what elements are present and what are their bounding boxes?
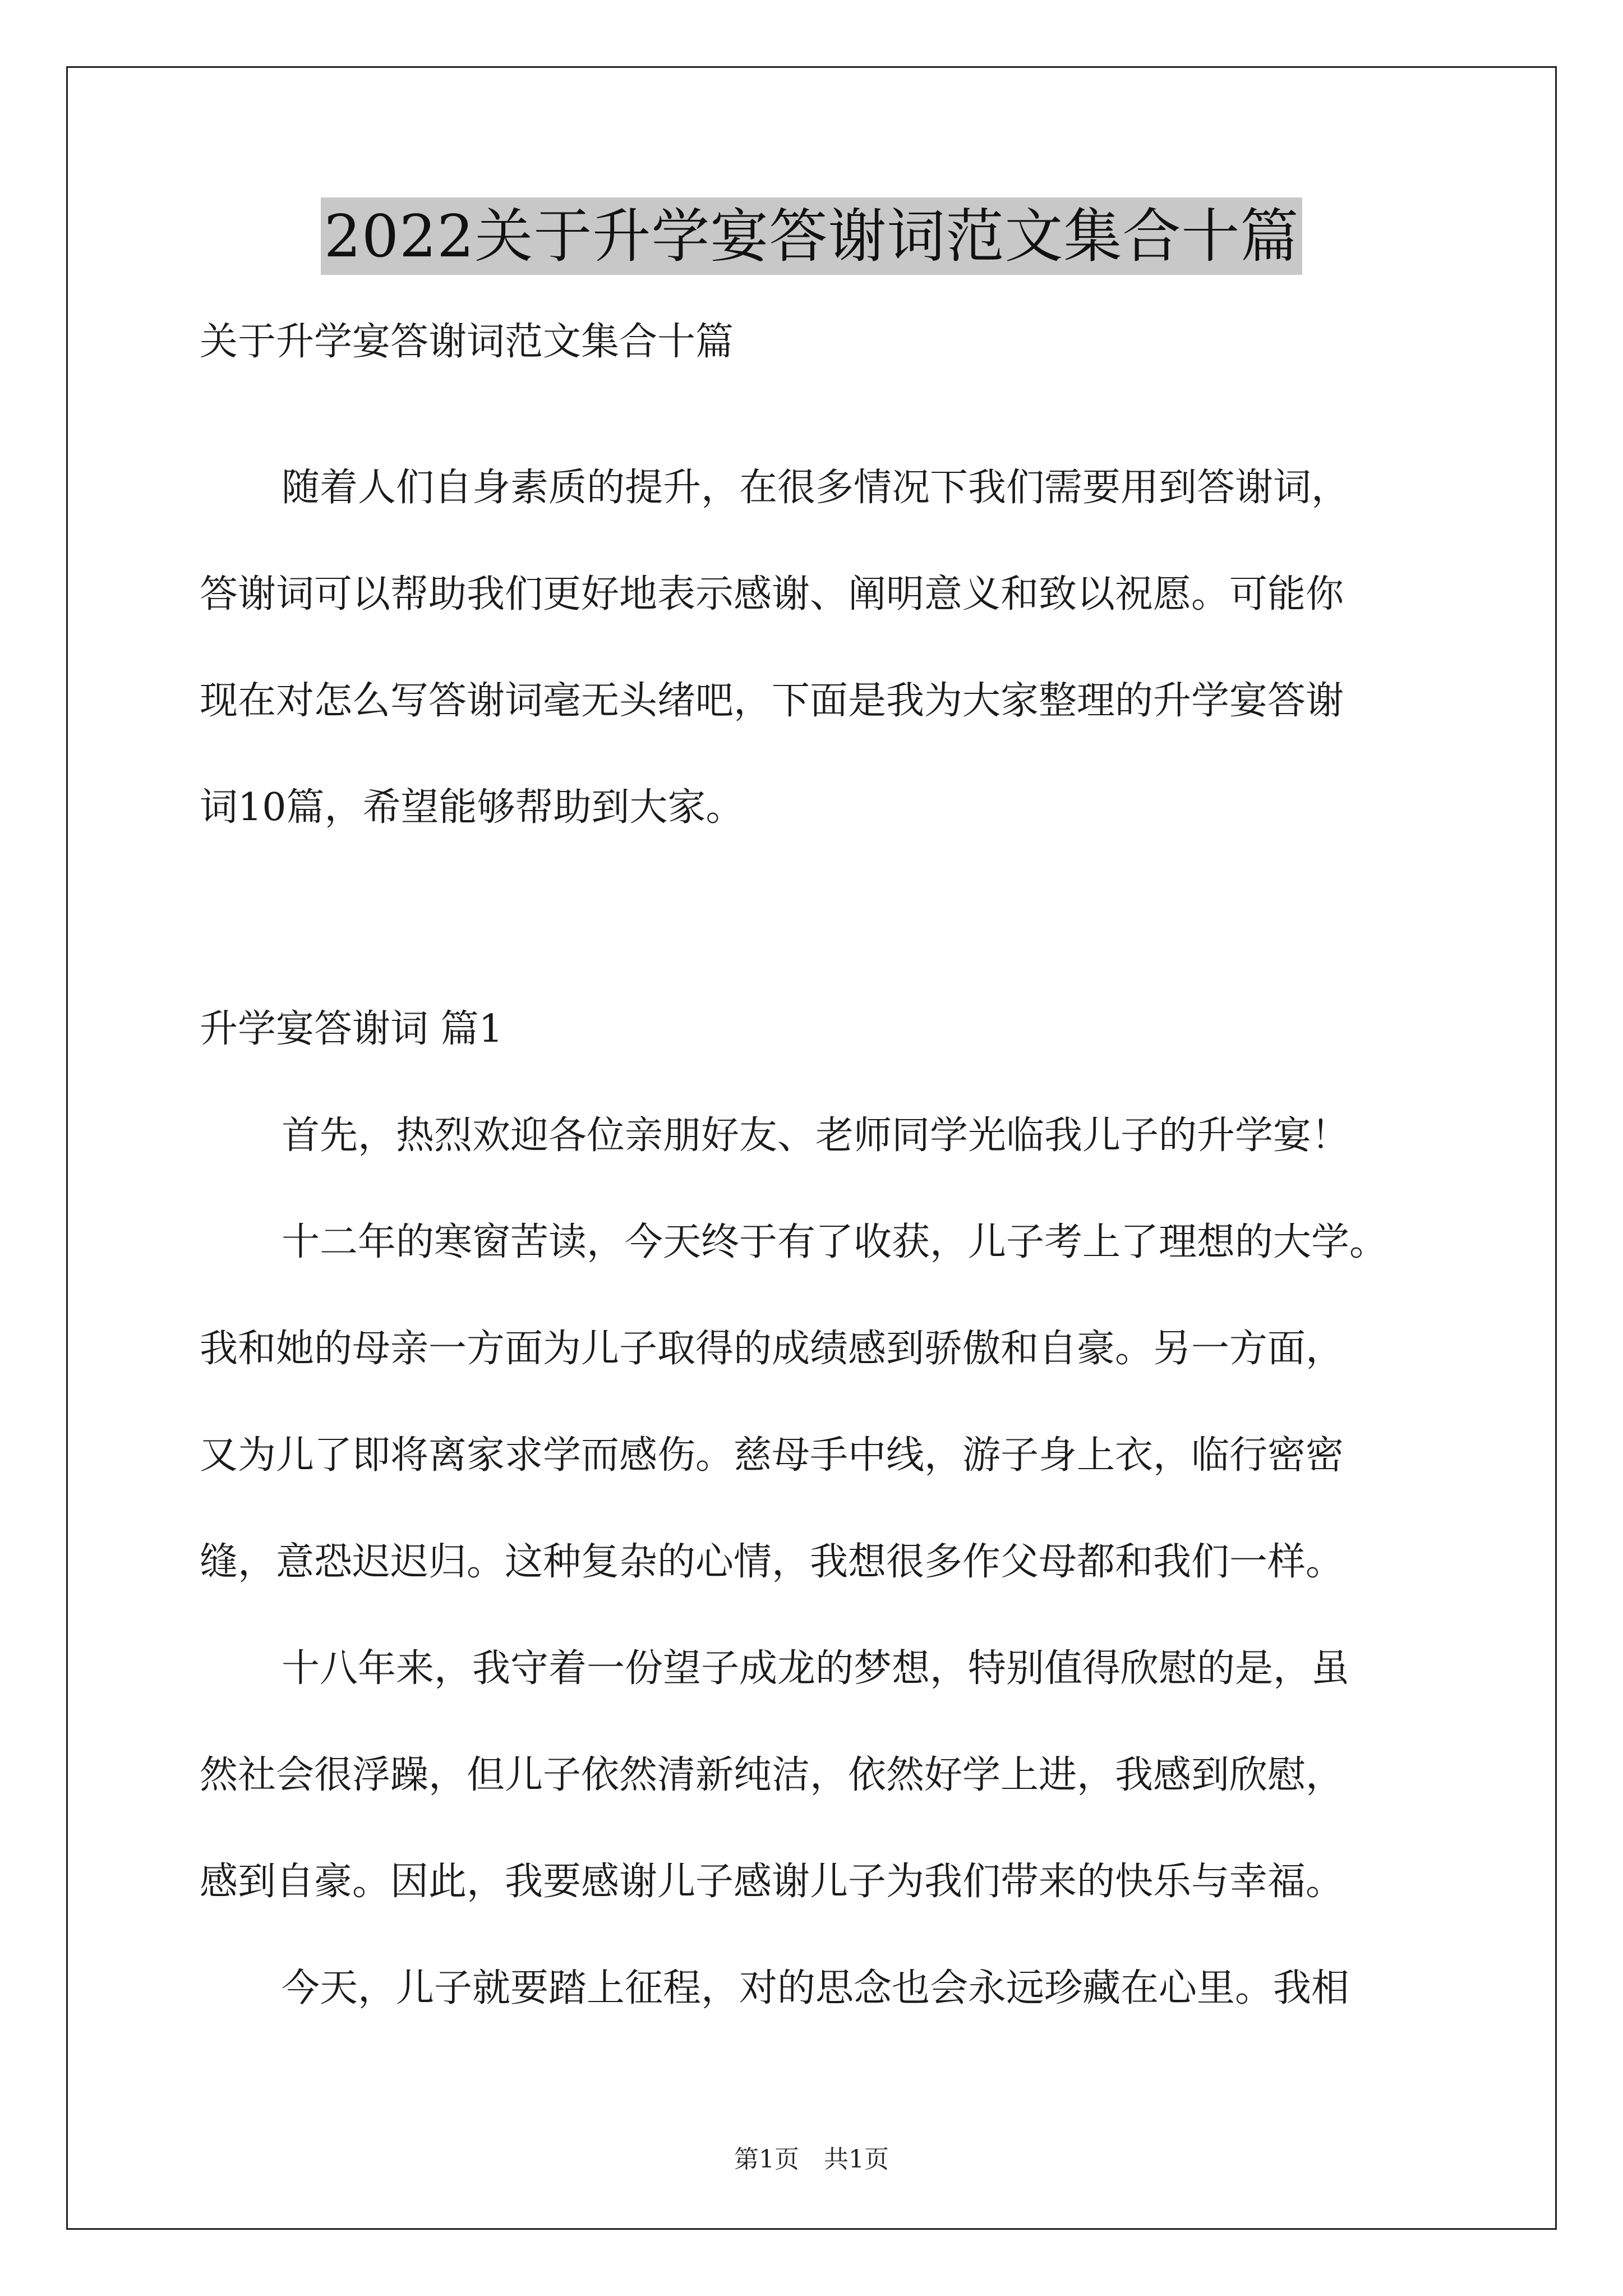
body-line: 缝，意恐迟迟归。这种复杂的心情，我想很多作父母都和我们一样。 bbox=[200, 1540, 1344, 1584]
body-line: 今天，儿子就要踏上征程，对的思念也会永远珍藏在心里。我相 bbox=[282, 1966, 1350, 2010]
document-title: 2022关于升学宴答谢词范文集合十篇 bbox=[321, 197, 1303, 275]
body-line: 十八年来，我守着一份望子成龙的梦想，特别值得欣慰的是，虽 bbox=[282, 1646, 1350, 1691]
page-footer: 第1页 共1页 bbox=[734, 2145, 889, 2174]
intro-line: 词10篇，希望能够帮助到大家。 bbox=[200, 785, 744, 830]
section-heading: 升学宴答谢词 篇1 bbox=[200, 1007, 503, 1051]
subtitle: 关于升学宴答谢词范文集合十篇 bbox=[200, 320, 734, 364]
intro-line: 现在对怎么写答谢词毫无头绪吧，下面是我为大家整理的升学宴答谢 bbox=[200, 679, 1344, 723]
body-line: 我和她的母亲一方面为儿子取得的成绩感到骄傲和自豪。另一方面， bbox=[200, 1327, 1344, 1371]
body-line: 十二年的寒窗苦读，今天终于有了收获，儿子考上了理想的大学。 bbox=[282, 1220, 1388, 1264]
body-line: 又为儿了即将离家求学而感伤。慈母手中线，游子身上衣，临行密密 bbox=[200, 1433, 1344, 1478]
body-line: 首先，热烈欢迎各位亲朋好友、老师同学光临我儿子的升学宴！ bbox=[282, 1114, 1350, 1158]
intro-line: 答谢词可以帮助我们更好地表示感谢、阐明意义和致以祝愿。可能你 bbox=[200, 572, 1344, 616]
title-container bbox=[0, 197, 1623, 275]
body-line: 然社会很浮躁，但儿子依然清新纯洁，依然好学上进，我感到欣慰， bbox=[200, 1753, 1344, 1797]
intro-line: 随着人们自身素质的提升，在很多情况下我们需要用到答谢词， bbox=[282, 466, 1350, 510]
body-line: 感到自豪。因此，我要感谢儿子感谢儿子为我们带来的快乐与幸福。 bbox=[200, 1860, 1344, 1904]
